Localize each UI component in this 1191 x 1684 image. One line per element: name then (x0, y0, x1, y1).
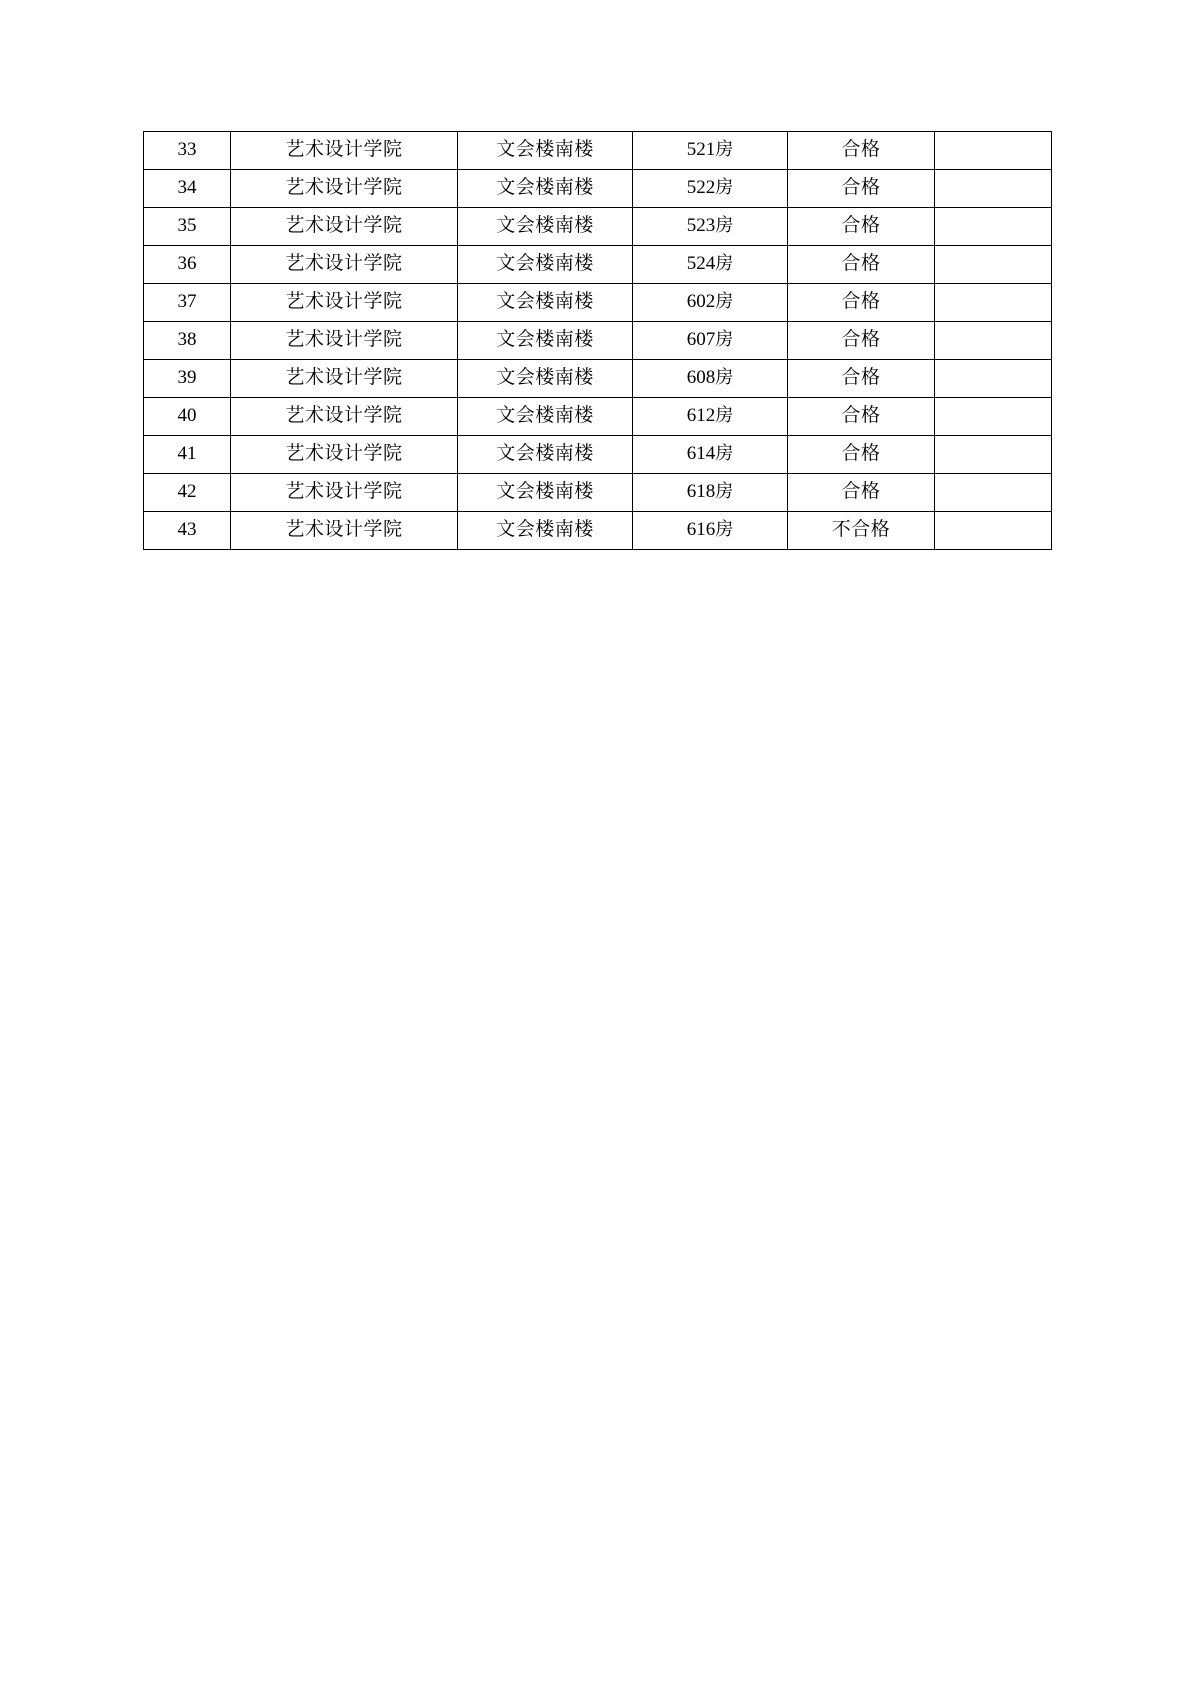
cell-result: 合格 (788, 132, 935, 170)
cell-result: 合格 (788, 170, 935, 208)
cell-note (935, 322, 1052, 360)
cell-index: 35 (144, 208, 231, 246)
cell-place: 文会楼南楼 (458, 284, 633, 322)
room-number: 524 (686, 253, 716, 275)
cell-unit: 艺术设计学院 (231, 436, 458, 474)
cell-result: 合格 (788, 246, 935, 284)
cell-unit: 艺术设计学院 (231, 208, 458, 246)
cell-unit: 艺术设计学院 (231, 322, 458, 360)
cell-place: 文会楼南楼 (458, 398, 633, 436)
cell-place: 文会楼南楼 (458, 474, 633, 512)
cell-unit: 艺术设计学院 (231, 170, 458, 208)
cell-note (935, 132, 1052, 170)
room-number: 618 (686, 481, 716, 503)
room-suffix: 房 (715, 443, 734, 465)
table-row (144, 360, 1052, 398)
cell-note (935, 246, 1052, 284)
cell-result: 合格 (788, 474, 935, 512)
room-suffix: 房 (715, 405, 734, 427)
cell-place: 文会楼南楼 (458, 170, 633, 208)
table-row (144, 512, 1052, 550)
cell-room (633, 132, 788, 170)
cell-index: 33 (144, 132, 231, 170)
cell-room (633, 170, 788, 208)
cell-room (633, 512, 788, 550)
cell-room (633, 436, 788, 474)
cell-place: 文会楼南楼 (458, 512, 633, 550)
cell-index: 36 (144, 246, 231, 284)
cell-note (935, 360, 1052, 398)
table-row (144, 322, 1052, 360)
room-suffix: 房 (715, 367, 734, 389)
room-suffix: 房 (715, 291, 734, 313)
room-suffix: 房 (715, 253, 734, 275)
cell-unit: 艺术设计学院 (231, 512, 458, 550)
cell-index: 40 (144, 398, 231, 436)
cell-note (935, 284, 1052, 322)
room-suffix: 房 (715, 329, 734, 351)
cell-unit: 艺术设计学院 (231, 132, 458, 170)
cell-index: 39 (144, 360, 231, 398)
cell-unit: 艺术设计学院 (231, 360, 458, 398)
cell-index: 41 (144, 436, 231, 474)
cell-note (935, 398, 1052, 436)
cell-unit: 艺术设计学院 (231, 398, 458, 436)
room-number: 607 (686, 329, 716, 351)
room-suffix: 房 (715, 177, 734, 199)
room-suffix: 房 (715, 215, 734, 237)
table-row (144, 246, 1052, 284)
cell-unit: 艺术设计学院 (231, 246, 458, 284)
cell-note (935, 474, 1052, 512)
room-number: 614 (686, 443, 716, 465)
cell-room (633, 322, 788, 360)
room-suffix: 房 (715, 139, 734, 161)
room-suffix: 房 (715, 519, 734, 541)
cell-place: 文会楼南楼 (458, 360, 633, 398)
table-row (144, 436, 1052, 474)
room-number: 608 (686, 367, 716, 389)
table-row (144, 474, 1052, 512)
room-number: 523 (686, 215, 716, 237)
cell-note (935, 512, 1052, 550)
cell-note (935, 208, 1052, 246)
room-number: 602 (686, 291, 716, 313)
cell-place: 文会楼南楼 (458, 246, 633, 284)
cell-room (633, 208, 788, 246)
table-row (144, 284, 1052, 322)
cell-unit: 艺术设计学院 (231, 474, 458, 512)
cell-room (633, 474, 788, 512)
room-number: 522 (686, 177, 716, 199)
cell-index: 34 (144, 170, 231, 208)
table-body (144, 132, 1052, 550)
table-row (144, 208, 1052, 246)
cell-result: 合格 (788, 436, 935, 474)
room-number: 616 (686, 519, 716, 541)
cell-room (633, 284, 788, 322)
cell-place: 文会楼南楼 (458, 436, 633, 474)
cell-index: 43 (144, 512, 231, 550)
cell-place: 文会楼南楼 (458, 132, 633, 170)
cell-result: 合格 (788, 284, 935, 322)
cell-result: 合格 (788, 360, 935, 398)
cell-index: 37 (144, 284, 231, 322)
cell-place: 文会楼南楼 (458, 208, 633, 246)
room-suffix: 房 (715, 481, 734, 503)
table-row (144, 398, 1052, 436)
cell-room (633, 246, 788, 284)
cell-result: 合格 (788, 322, 935, 360)
inspection-table (143, 131, 1052, 550)
cell-result: 合格 (788, 398, 935, 436)
room-number: 521 (686, 139, 716, 161)
cell-index: 38 (144, 322, 231, 360)
cell-note (935, 436, 1052, 474)
cell-result: 不合格 (788, 512, 935, 550)
cell-room (633, 360, 788, 398)
cell-unit: 艺术设计学院 (231, 284, 458, 322)
table-row (144, 132, 1052, 170)
cell-note (935, 170, 1052, 208)
table-row (144, 170, 1052, 208)
room-number: 612 (686, 405, 716, 427)
cell-place: 文会楼南楼 (458, 322, 633, 360)
cell-index: 42 (144, 474, 231, 512)
cell-room (633, 398, 788, 436)
cell-result: 合格 (788, 208, 935, 246)
